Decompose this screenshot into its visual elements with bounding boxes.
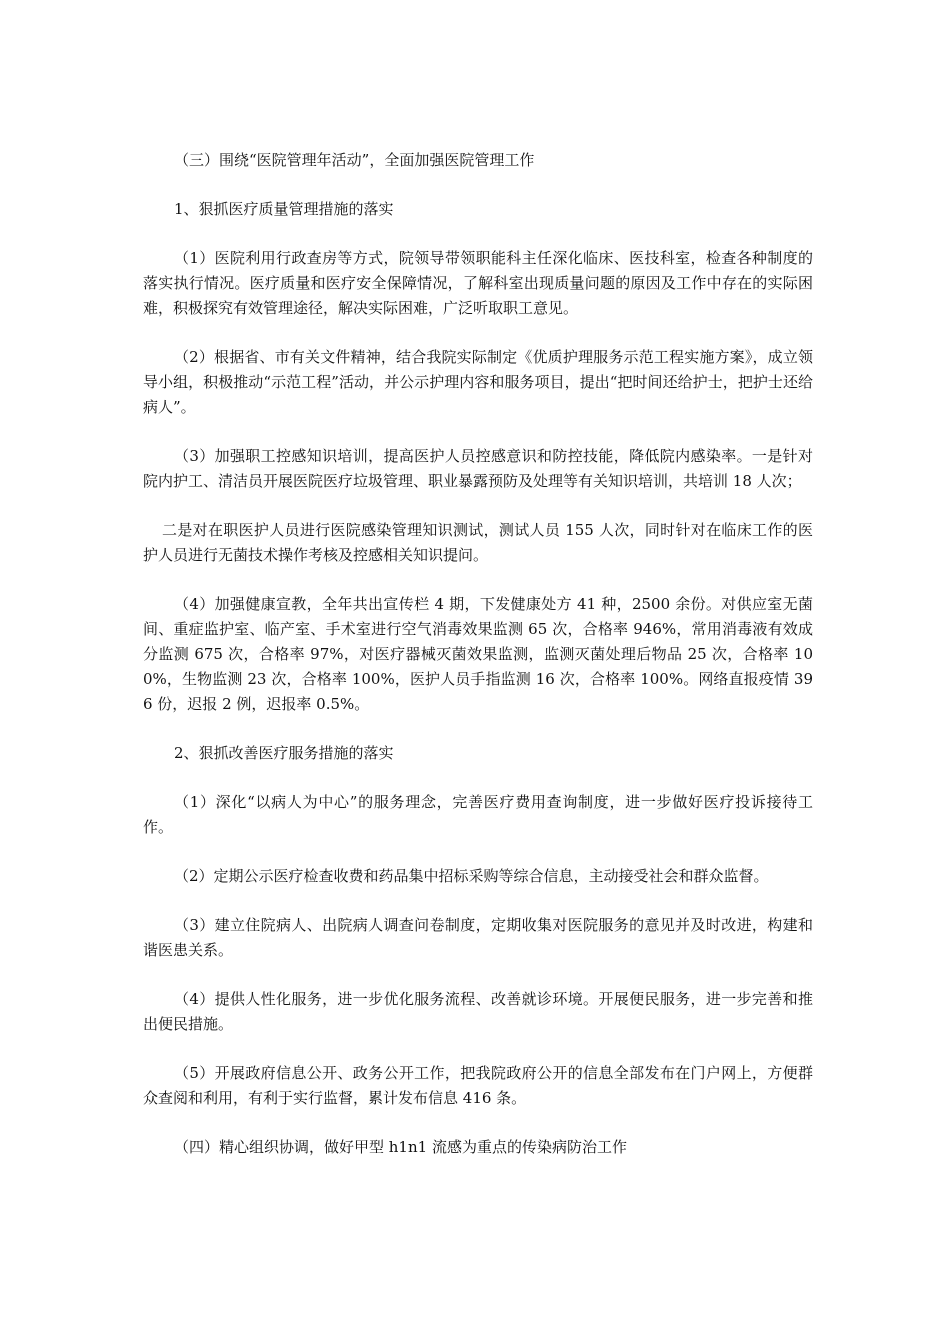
section-heading-4: （四）精心组织协调，做好甲型 h1n1 流感为重点的传染病防治工作 (174, 1138, 627, 1156)
paragraph-2-2: （2）定期公示医疗检查收费和药品集中招标采购等综合信息，主动接受社会和群众监督。 (174, 867, 769, 885)
paragraph-1-2: （2）根据省、市有关文件精神，结合我院实际制定《优质护理服务示范工程实施方案》，成立领导小组，积极推动“示范工程”活动，并公示护理内容和服务项目，提出“把时间还给护士，把护士还给病人”。 (143, 348, 813, 416)
paragraph-1-1: （1）医院利用行政查房等方式，院领导带领职能科主任深化临床、医技科室，检查各种制度的落实执行情况。医疗质量和医疗安全保障情况，了解科室出现质量问题的原因及工作中存在的实际困难，积极探究有效管理途径，解决实际困难，广泛听取职工意见。 (143, 249, 813, 317)
document-body (143, 148, 813, 1184)
subheading-1: 1、狠抓医疗质量管理措施的落实 (174, 200, 394, 218)
section-heading-3: （三）围绕“医院管理年活动”，全面加强医院管理工作 (174, 151, 535, 169)
paragraph-1-3-cont: 二是对在职医护人员进行医院感染管理知识测试，测试人员 155 人次，同时针对在临床工作的医护人员进行无菌技术操作考核及控感相关知识提问。 (143, 521, 813, 564)
paragraph-2-5: （5）开展政府信息公开、政务公开工作，把我院政府公开的信息全部发布在门户网上，方便群众查阅和利用，有利于实行监督，累计发布信息 416 条。 (143, 1064, 813, 1107)
paragraph-2-4: （4）提供人性化服务，进一步优化服务流程、改善就诊环境。开展便民服务，进一步完善和推出便民措施。 (143, 990, 813, 1033)
subheading-2: 2、狠抓改善医疗服务措施的落实 (174, 744, 394, 762)
paragraph-2-3: （3）建立住院病人、出院病人调查问卷制度，定期收集对医院服务的意见并及时改进，构建和谐医患关系。 (143, 916, 813, 959)
paragraph-2-1: （1）深化“以病人为中心”的服务理念，完善医疗费用查询制度，进一步做好医疗投诉接待工作。 (143, 793, 813, 836)
paragraph-1-3: （3）加强职工控感知识培训，提高医护人员控感意识和防控技能，降低院内感染率。一是针对院内护工、清洁员开展医院医疗垃圾管理、职业暴露预防及处理等有关知识培训，共培训 18 人次； (143, 447, 813, 490)
paragraph-1-4: （4）加强健康宣教，全年共出宣传栏 4 期，下发健康处方 41 种，2500 余份。对供应室无菌间、重症监护室、临产室、手术室进行空气消毒效果监测 65 次，合格率 946%，常用消毒液有效成分监测 675 次，合格率 97%，对医疗器械灭菌效果监测，监测灭菌处理后物品 25 次，合格率 100%，生物监测 23 次，合格率 100%，医护人员手指监测 16 次，合格率 100%。网络直报疫情 396 份，迟报 2 例，迟报率 0.5%。 (143, 595, 813, 713)
